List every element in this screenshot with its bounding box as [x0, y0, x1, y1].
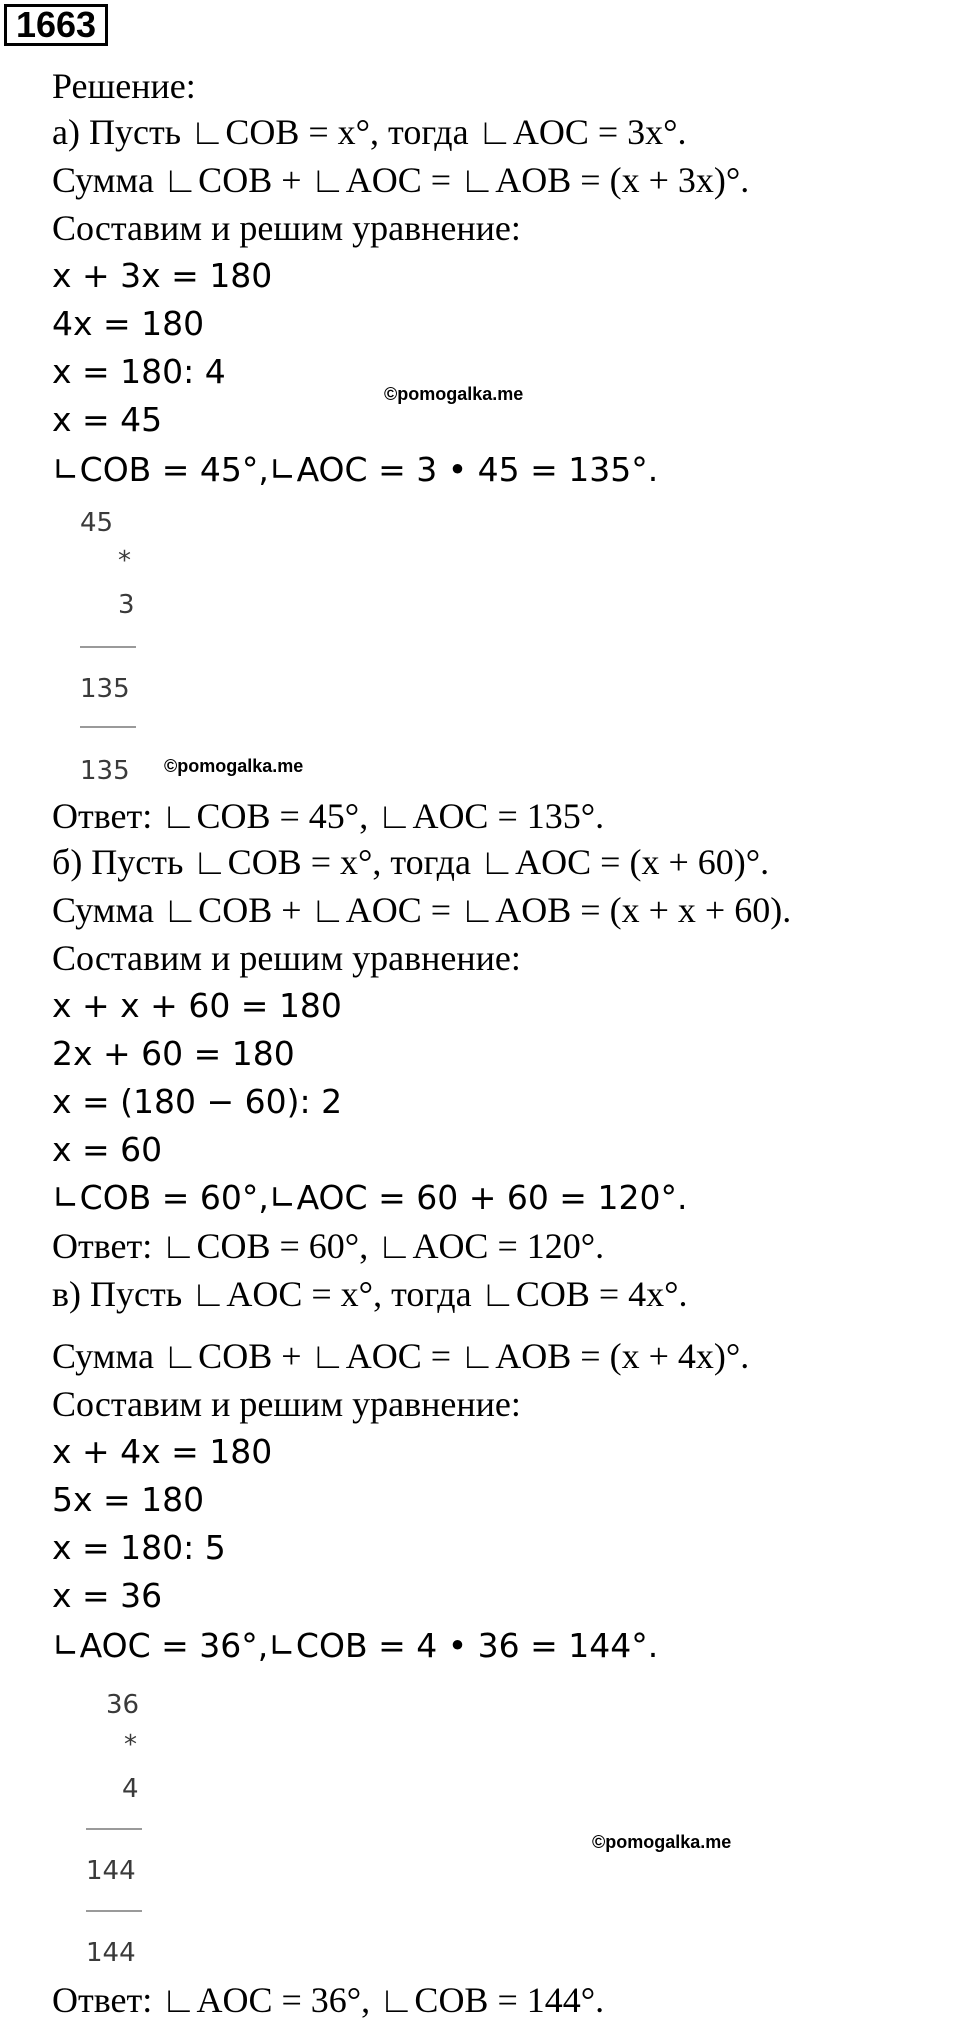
watermark: ©pomogalka.me — [384, 384, 524, 404]
part-a-calc-top: 45 — [80, 508, 114, 538]
part-c-answer: Ответ: ∟AOC = 36°, ∟COB = 144°. — [52, 1980, 605, 2020]
part-b-sum: Сумма ∟COB + ∟AOC = ∟AOB = (x + x + 60). — [52, 890, 792, 930]
part-c-equation-4: x = 36 — [52, 1576, 163, 1615]
part-c-equation-1: x + 4x = 180 — [52, 1432, 273, 1471]
part-a-answer: Ответ: ∟COB = 45°, ∟AOC = 135°. — [52, 796, 605, 836]
part-a-result: ∟COB = 45°,∟AOC = 3 • 45 = 135°. — [52, 450, 659, 489]
part-a-calc-rule-2 — [80, 726, 136, 728]
part-c-calc-bottom: 4 — [122, 1774, 139, 1804]
part-a-calc-rule-1 — [80, 646, 136, 648]
part-c-result: ∟AOC = 36°,∟COB = 4 • 36 = 144°. — [52, 1626, 659, 1665]
watermark: ©pomogalka.me — [592, 1832, 732, 1852]
task-number: 1663 — [4, 4, 108, 46]
part-c-calc-top: 36 — [106, 1690, 140, 1720]
part-a-equation-4: x = 45 — [52, 400, 163, 439]
solution-heading: Решение: — [52, 66, 196, 106]
part-a-equation-1: x + 3x = 180 — [52, 256, 273, 295]
part-c-equation-2: 5x = 180 — [52, 1480, 205, 1519]
part-c-calc-total: 144 — [86, 1938, 136, 1968]
part-c-equation-3: x = 180: 5 — [52, 1528, 226, 1567]
part-b-equation-2: 2x + 60 = 180 — [52, 1034, 295, 1073]
part-a-equation-2: 4x = 180 — [52, 304, 205, 343]
part-b-compose: Составим и решим уравнение: — [52, 938, 521, 978]
part-a-sum: Сумма ∟COB + ∟AOC = ∟AOB = (x + 3x)°. — [52, 160, 750, 200]
part-c-calc-operator: * — [124, 1730, 137, 1760]
part-b-equation-3: x = (180 − 60): 2 — [52, 1082, 343, 1121]
part-c-calc-rule-2 — [86, 1910, 142, 1912]
part-b-answer: Ответ: ∟COB = 60°, ∟AOC = 120°. — [52, 1226, 605, 1266]
part-b-equation-1: x + x + 60 = 180 — [52, 986, 342, 1025]
part-b-result: ∟COB = 60°,∟AOC = 60 + 60 = 120°. — [52, 1178, 688, 1217]
part-c-calc-partial: 144 — [86, 1856, 136, 1886]
part-c-compose: Составим и решим уравнение: — [52, 1384, 521, 1424]
part-b-equation-4: x = 60 — [52, 1130, 163, 1169]
part-c-calc-rule-1 — [86, 1828, 142, 1830]
part-c-intro: в) Пусть ∟AOC = x°, тогда ∟COB = 4x°. — [52, 1274, 688, 1314]
part-a-calc-total: 135 — [80, 756, 130, 786]
part-a-equation-3: x = 180: 4 — [52, 352, 226, 391]
watermark: ©pomogalka.me — [164, 756, 304, 776]
part-a-calc-partial: 135 — [80, 674, 130, 704]
part-a-calc-operator: * — [118, 546, 131, 576]
part-c-sum: Сумма ∟COB + ∟AOC = ∟AOB = (x + 4x)°. — [52, 1336, 750, 1376]
part-a-compose: Составим и решим уравнение: — [52, 208, 521, 248]
part-b-intro: б) Пусть ∟COB = x°, тогда ∟AOC = (x + 60)°. — [52, 842, 770, 882]
part-a-calc-bottom: 3 — [118, 590, 135, 620]
part-a-intro: а) Пусть ∟COB = x°, тогда ∟AOC = 3x°. — [52, 112, 687, 152]
